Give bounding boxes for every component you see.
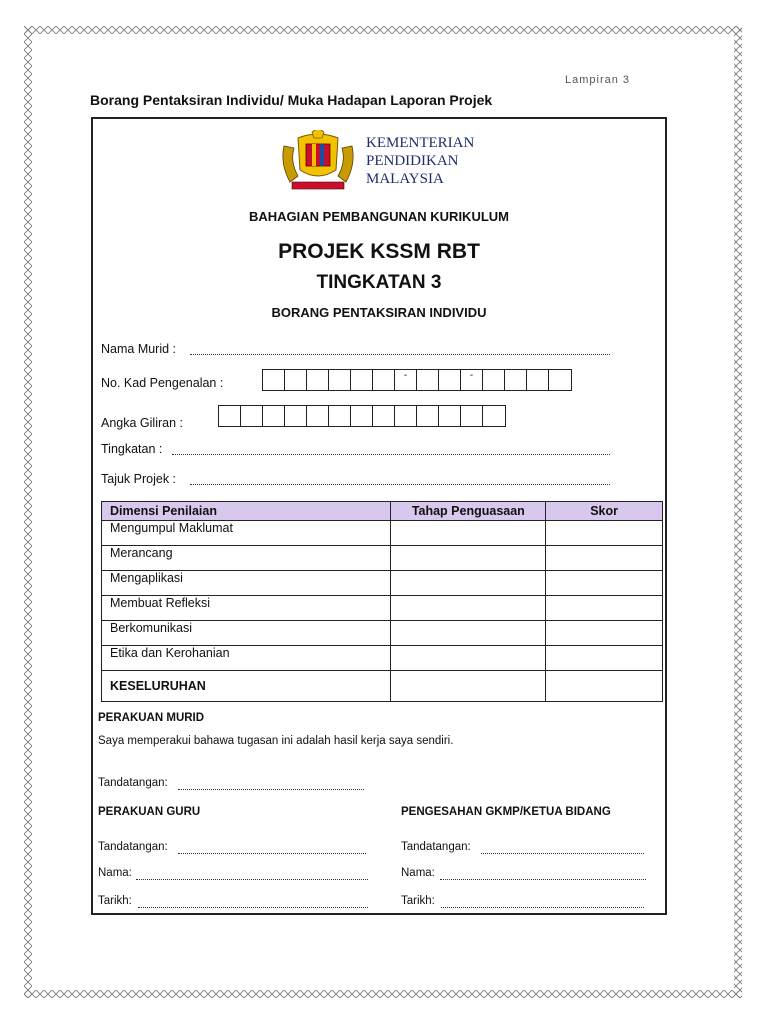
pengesahan-nama-label: Nama: xyxy=(401,867,435,879)
ic-box[interactable] xyxy=(527,370,549,390)
skor-cell[interactable] xyxy=(546,621,663,646)
skor-cell[interactable] xyxy=(546,596,663,621)
tahap-cell[interactable] xyxy=(391,596,546,621)
angka-box[interactable] xyxy=(351,406,373,426)
guru-tarikh-label: Tarikh: xyxy=(98,895,132,907)
angka-box[interactable] xyxy=(439,406,461,426)
lampiran-label: Lampiran 3 xyxy=(565,74,631,86)
ic-box[interactable] xyxy=(417,370,439,390)
table-row xyxy=(102,621,663,646)
angka-box[interactable] xyxy=(285,406,307,426)
tingkatan-field[interactable] xyxy=(172,454,610,455)
angka-box[interactable] xyxy=(417,406,439,426)
pengesahan-tarikh-label: Tarikh: xyxy=(401,895,435,907)
tahap-cell[interactable] xyxy=(391,546,546,571)
ic-box[interactable] xyxy=(549,370,571,390)
ic-box[interactable] xyxy=(439,370,461,390)
table-row xyxy=(102,596,663,621)
row-label: Mengumpul Maklumat xyxy=(102,521,391,546)
assessment-table xyxy=(101,501,663,702)
ministry-name xyxy=(366,134,474,188)
tajuk-projek-field[interactable] xyxy=(190,484,610,485)
coat-of-arms-icon xyxy=(278,130,358,194)
angka-box[interactable] xyxy=(307,406,329,426)
row-label: Berkomunikasi xyxy=(102,621,391,646)
skor-cell[interactable] xyxy=(546,646,663,671)
guru-nama-label: Nama: xyxy=(98,867,132,879)
tahap-cell[interactable] xyxy=(391,521,546,546)
pengesahan-tandatangan-label: Tandatangan: xyxy=(401,841,471,853)
nama-murid-field[interactable] xyxy=(190,354,610,355)
angka-box[interactable] xyxy=(329,406,351,426)
ic-box[interactable] xyxy=(505,370,527,390)
ic-box[interactable] xyxy=(483,370,505,390)
row-label: Mengaplikasi xyxy=(102,571,391,596)
ic-box[interactable]: - xyxy=(461,370,483,390)
angka-giliran-boxes[interactable] xyxy=(218,405,506,427)
table-header-row xyxy=(102,502,663,521)
header-dimensi: Dimensi Penilaian xyxy=(102,502,391,521)
nama-murid-label: Nama Murid : xyxy=(101,342,177,356)
bahagian-title: BAHAGIAN PEMBANGUNAN KURIKULUM xyxy=(249,209,509,224)
ic-box[interactable] xyxy=(263,370,285,390)
skor-cell[interactable] xyxy=(546,546,663,571)
borang-title: BORANG PENTAKSIRAN INDIVIDU xyxy=(271,305,487,320)
table-total-row xyxy=(102,671,663,702)
table-row xyxy=(102,571,663,596)
skor-cell[interactable] xyxy=(546,521,663,546)
angka-box[interactable] xyxy=(219,406,241,426)
row-label: Membuat Refleksi xyxy=(102,596,391,621)
total-tahap-cell[interactable] xyxy=(391,671,546,702)
angka-giliran-label: Angka Giliran : xyxy=(101,416,183,430)
skor-cell[interactable] xyxy=(546,571,663,596)
projek-title: PROJEK KSSM RBT xyxy=(278,240,480,263)
header-tahap: Tahap Penguasaan xyxy=(391,502,546,521)
tingkatan-label: Tingkatan : xyxy=(101,442,163,456)
ic-box[interactable] xyxy=(329,370,351,390)
perakuan-guru-title: PERAKUAN GURU xyxy=(98,806,201,818)
guru-tandatangan-label: Tandatangan: xyxy=(98,841,168,853)
angka-box[interactable] xyxy=(395,406,417,426)
pengesahan-title: PENGESAHAN GKMP/KETUA BIDANG xyxy=(401,806,611,818)
ic-box[interactable] xyxy=(285,370,307,390)
ic-box[interactable]: - xyxy=(395,370,417,390)
angka-box[interactable] xyxy=(373,406,395,426)
perakuan-murid-statement: Saya memperakui bahawa tugasan ini adalah hasil kerja saya sendiri. xyxy=(98,735,454,747)
guru-tarikh-field[interactable] xyxy=(138,907,368,908)
pengesahan-nama-field[interactable] xyxy=(440,879,646,880)
row-label: Merancang xyxy=(102,546,391,571)
murid-tandatangan-label: Tandatangan: xyxy=(98,777,168,789)
total-label: KESELURUHAN xyxy=(102,671,391,702)
total-skor-cell[interactable] xyxy=(546,671,663,702)
table-row xyxy=(102,521,663,546)
tajuk-projek-label: Tajuk Projek : xyxy=(101,472,177,486)
tahap-cell[interactable] xyxy=(391,571,546,596)
ic-box[interactable] xyxy=(373,370,395,390)
tahap-cell[interactable] xyxy=(391,621,546,646)
ministry-line1: KEMENTERIAN xyxy=(366,135,475,151)
tahap-cell[interactable] xyxy=(391,646,546,671)
angka-box[interactable] xyxy=(461,406,483,426)
row-label: Etika dan Kerohanian xyxy=(102,646,391,671)
angka-box[interactable] xyxy=(263,406,285,426)
pengesahan-tandatangan-field[interactable] xyxy=(481,853,644,854)
kad-pengenalan-boxes[interactable] xyxy=(262,369,572,391)
kad-pengenalan-label: No. Kad Pengenalan : xyxy=(101,376,224,390)
angka-box[interactable] xyxy=(483,406,505,426)
table-row xyxy=(102,646,663,671)
table-row xyxy=(102,546,663,571)
ministry-line2: PENDIDIKAN xyxy=(366,153,459,169)
guru-tandatangan-field[interactable] xyxy=(178,853,366,854)
guru-nama-field[interactable] xyxy=(136,879,368,880)
tingkatan-title: TINGKATAN 3 xyxy=(316,272,442,293)
ministry-line3: MALAYSIA xyxy=(366,171,444,187)
header-skor: Skor xyxy=(546,502,663,521)
ic-box[interactable] xyxy=(307,370,329,390)
perakuan-murid-title: PERAKUAN MURID xyxy=(98,712,205,724)
ic-box[interactable] xyxy=(351,370,373,390)
page-title: Borang Pentaksiran Individu/ Muka Hadapan Laporan Projek xyxy=(90,92,493,108)
angka-box[interactable] xyxy=(241,406,263,426)
murid-tandatangan-field[interactable] xyxy=(178,789,364,790)
pengesahan-tarikh-field[interactable] xyxy=(441,907,644,908)
